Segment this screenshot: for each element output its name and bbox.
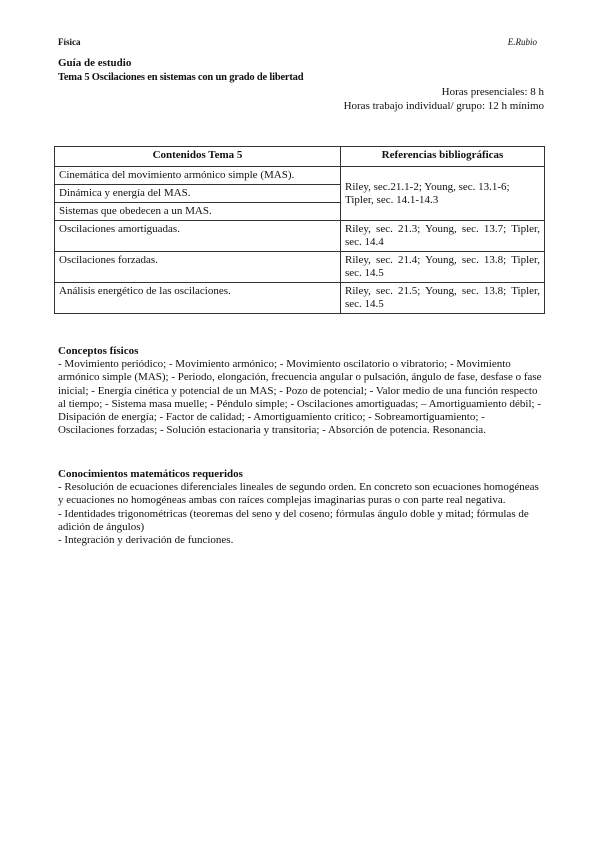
table-header-row (55, 147, 545, 167)
guide-title: Guía de estudio (58, 57, 132, 69)
content-cell: Oscilaciones forzadas. (55, 252, 341, 283)
reference-cell: Riley, sec. 21.5; Young, sec. 13.8; Tipler, sec. 14.5 (341, 283, 545, 314)
reference-cell: Riley, sec. 21.3; Young, sec. 13.7; Tipler, sec. 14.4 (341, 221, 545, 252)
content-cell: Oscilaciones amortiguadas. (55, 221, 341, 252)
table-row (55, 283, 545, 314)
conceptos-heading: Conceptos físicos (58, 345, 139, 357)
reference-cell: Riley, sec.21.1-2; Young, sec. 13.1-6; Tipler, sec. 14.1-14.3 (341, 167, 545, 221)
table-row (55, 167, 545, 185)
contents-table (54, 146, 545, 314)
matematicos-item: - Resolución de ecuaciones diferenciales lineales de segundo orden. En concreto son ecuaciones homogéneas y ecuaciones no homogéneas ambas con raíces complejas imaginarias puras o con parte real negativa. (58, 481, 539, 507)
header-references: Referencias bibliográficas (341, 147, 545, 167)
topic-title: Tema 5 Oscilaciones en sistemas con un grado de libertad (58, 72, 304, 83)
content-cell: Cinemática del movimiento armónico simple (MAS). (55, 167, 341, 185)
matematicos-item: - Identidades trigonométricas (teoremas del seno y del coseno; fórmulas ángulo doble y mitad; fórmulas de adición de ángulos) (58, 507, 529, 533)
hours-presencial: Horas presenciales: 8 h (441, 86, 544, 98)
reference-cell: Riley, sec. 21.4; Young, sec. 13.8; Tipler, sec. 14.5 (341, 252, 545, 283)
content-cell: Análisis energético de las oscilaciones. (55, 283, 341, 314)
matematicos-item: - Integración y derivación de funciones. (58, 534, 234, 547)
matematicos-heading: Conocimientos matemáticos requeridos (58, 468, 243, 480)
conceptos-text: - Movimiento periódico; - Movimiento armónico; - Movimiento oscilatorio o vibratorio; - Movimiento armónico simple (MAS); - Periodo, elongación, frecuencia angular o pulsación, ángulo de fase, desfase o fase inicial; - Energía cinética y potencial de un MAS; - Pozo de potencial; - Valor medio de una función respecto al tiempo; - Sistema masa muelle; - Péndulo simple; - Oscilaciones amortiguadas; – Amortiguamiento débil; - Disipación de energía; - Factor de calidad; - Amortiguamiento crítico; - Sobreamortiguamiento; - Oscilaciones forzadas; - Solución estacionaria y transitoria; - Absorción de potencia. Resonancia. (58, 358, 542, 437)
conceptos-section (58, 345, 542, 437)
content-cell: Sistemas que obedecen a un MAS. (55, 203, 341, 221)
table-row (55, 252, 545, 283)
header-contents: Contenidos Tema 5 (55, 147, 341, 167)
hours-individual: Horas trabajo individual/ grupo: 12 h mínimo (343, 100, 544, 112)
header-author: E.Rubio (507, 37, 537, 47)
header-subject: Física (58, 37, 81, 47)
matematicos-section (58, 468, 542, 547)
content-cell: Dinámica y energía del MAS. (55, 185, 341, 203)
table-row (55, 221, 545, 252)
